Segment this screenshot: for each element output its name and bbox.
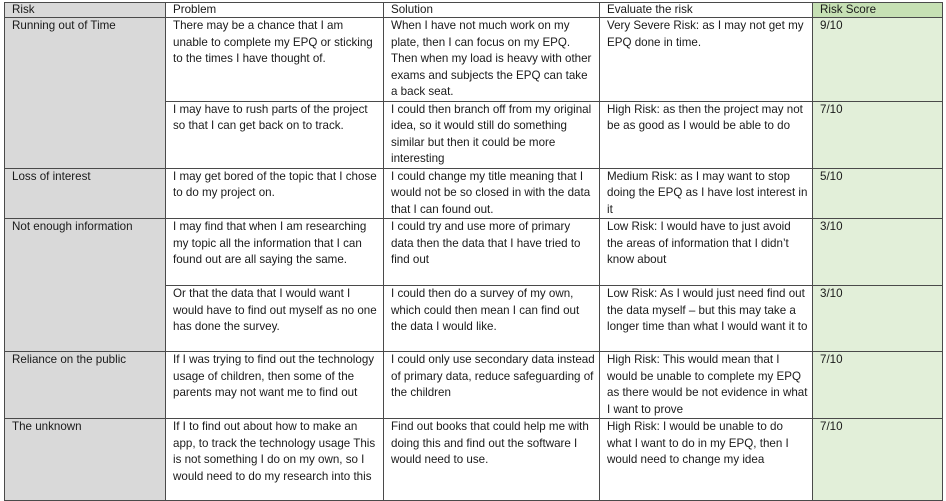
risk-score-cell: 5/10 — [813, 168, 943, 219]
risk-score-cell: 7/10 — [813, 419, 943, 501]
header-problem: Problem — [166, 3, 384, 18]
risk-score-cell: 7/10 — [813, 352, 943, 419]
risk-name-cell: The unknown — [5, 419, 166, 501]
risk-score-cell: 7/10 — [813, 101, 943, 168]
problem-cell: I may get bored of the topic that I chose to do my project on. — [166, 168, 384, 219]
table-row — [5, 219, 943, 286]
risk-name-cell: Reliance on the public — [5, 352, 166, 419]
solution-cell: When I have not much work on my plate, then I can focus on my EPQ. Then when my load is heavy with other exams and subjects the EPQ can take a back seat. — [384, 18, 600, 102]
problem-cell: If I was trying to find out the technology usage of children, then some of the parents may not want me to find out — [166, 352, 384, 419]
evaluate-cell: High Risk: This would mean that I would be unable to complete my EPQ as there would be not evidence in what I want to prove — [600, 352, 813, 419]
header-row — [5, 3, 943, 18]
risk-table — [4, 2, 943, 501]
risk-score-cell: 3/10 — [813, 219, 943, 286]
problem-cell: I may have to rush parts of the project so that I can get back on to track. — [166, 101, 384, 168]
problem-cell: Or that the data that I would want I would have to find out myself as no one has done the survey. — [166, 286, 384, 352]
evaluate-cell: Low Risk: As I would just need find out the data myself – but this may take a longer time than what I would want it to — [600, 286, 813, 352]
header-solution: Solution — [384, 3, 600, 18]
evaluate-cell: Medium Risk: as I may want to stop doing the EPQ as I have lost interest in it — [600, 168, 813, 219]
problem-cell: I may find that when I am researching my topic all the information that I can found out are all saying the same. — [166, 219, 384, 286]
header-evaluate: Evaluate the risk — [600, 3, 813, 18]
risk-score-cell: 3/10 — [813, 286, 943, 352]
table-row — [5, 352, 943, 419]
evaluate-cell: Very Severe Risk: as I may not get my EPQ done in time. — [600, 18, 813, 102]
evaluate-cell: Low Risk: I would have to just avoid the areas of information that I didn’t know about — [600, 219, 813, 286]
table-row — [5, 18, 943, 102]
evaluate-cell: High Risk: I would be unable to do what I want to do in my EPQ, then I would need to change my idea — [600, 419, 813, 501]
solution-cell: I could then branch off from my original idea, so it would still do something similar but then it could be more interesting — [384, 101, 600, 168]
solution-cell: I could try and use more of primary data then the data that I have tried to find out — [384, 219, 600, 286]
risk-name-cell: Loss of interest — [5, 168, 166, 219]
header-risk: Risk — [5, 3, 166, 18]
risk-score-cell: 9/10 — [813, 18, 943, 102]
evaluate-cell: High Risk: as then the project may not be as good as I would be able to do — [600, 101, 813, 168]
risk-name-cell: Not enough information — [5, 219, 166, 352]
risk-name-cell: Running out of Time — [5, 18, 166, 169]
problem-cell: If I to find out about how to make an app, to track the technology usage This is not something I do on my own, so I would need to do my research into this — [166, 419, 384, 501]
problem-cell: There may be a chance that I am unable to complete my EPQ or sticking to the times I have thought of. — [166, 18, 384, 102]
table-row — [5, 419, 943, 501]
table-row — [5, 168, 943, 219]
solution-cell: Find out books that could help me with doing this and find out the software I would need to use. — [384, 419, 600, 501]
header-risk-score: Risk Score — [813, 3, 943, 18]
solution-cell: I could only use secondary data instead of primary data, reduce safeguarding of the children — [384, 352, 600, 419]
solution-cell: I could change my title meaning that I would not be so closed in with the data that I can found out. — [384, 168, 600, 219]
solution-cell: I could then do a survey of my own, which could then mean I can find out the data I would like. — [384, 286, 600, 352]
